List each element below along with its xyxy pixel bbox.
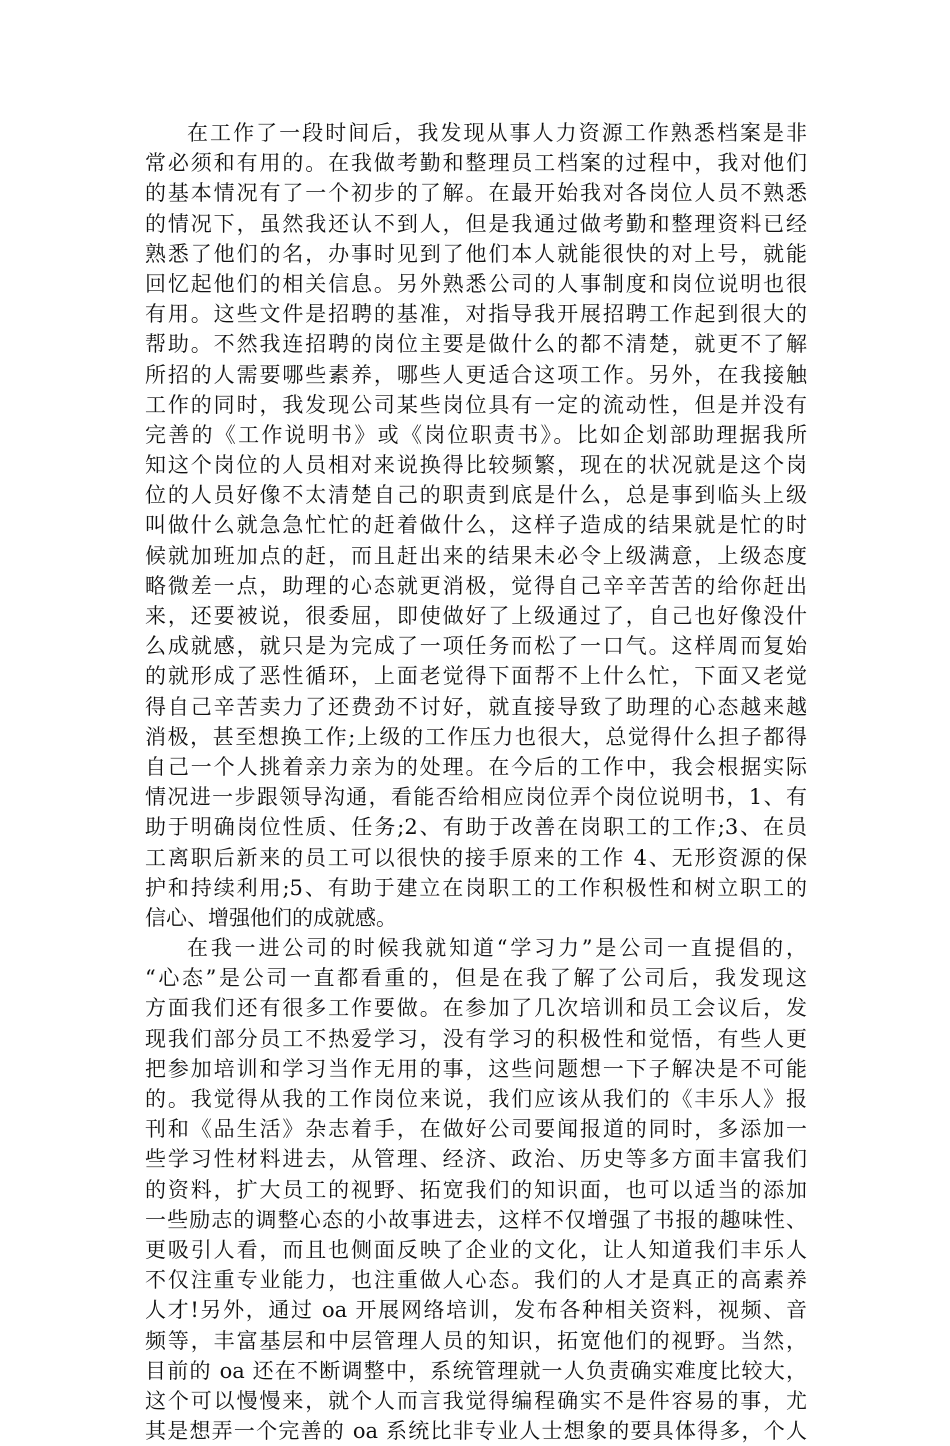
- text-line: 的资料，扩大员工的视野、拓宽我们的知识面，也可以适当的添加: [145, 1177, 807, 1202]
- text-line: 所招的人需要哪些素养，哪些人更适合这项工作。另外，在我接触: [145, 362, 807, 387]
- text-line: 的基本情况有了一个初步的了解。在最开始我对各岗位人员不熟悉: [145, 181, 807, 206]
- text-line: 这个可以慢慢来，就个人而言我觉得编程确实不是件容易的事，尤: [145, 1388, 807, 1413]
- text-line: 其是想弄一个完善的 oa 系统比非专业人士想象的要具体得多，个人: [145, 1419, 807, 1444]
- text-line: 略微差一点，助理的心态就更消极，觉得自己辛辛苦苦的给你赶出: [145, 573, 807, 598]
- text-line: 消极，甚至想换工作;上级的工作压力也很大，总觉得什么担子都得: [145, 724, 807, 749]
- text-line: 叫做什么就急急忙忙的赶着做什么，这样子造成的结果就是忙的时: [145, 513, 807, 538]
- text-line: 助于明确岗位性质、任务;2、有助于改善在岗职工的工作;3、在员: [145, 815, 807, 840]
- text-line: 工离职后新来的员工可以很快的接手原来的工作 4、无形资源的保: [145, 845, 807, 870]
- text-line: 现我们部分员工不热爱学习，没有学习的积极性和觉悟，有些人更: [145, 1026, 807, 1051]
- text-line: 在我一进公司的时候我就知道“学习力”是公司一直提倡的，: [187, 936, 807, 961]
- text-line: 候就加班加点的赶，而且赶出来的结果未必令上级满意，上级态度: [145, 543, 807, 568]
- text-line: 频等，丰富基层和中层管理人员的知识，拓宽他们的视野。当然，: [145, 1328, 807, 1353]
- paragraph-2: [145, 933, 807, 1446]
- text-line: 情况进一步跟领导沟通，看能否给相应岗位弄个岗位说明书，1、有: [145, 785, 807, 810]
- text-line: 信心、增强他们的成就感。: [145, 905, 397, 930]
- text-line: 来，还要被说，很委屈，即使做好了上级通过了，自己也好像没什: [145, 604, 807, 628]
- text-line: 的就形成了恶性循环，上面老觉得下面帮不上什么忙，下面又老觉: [145, 664, 807, 689]
- text-line: 帮助。不然我连招聘的岗位主要是做什么的都不清楚，就更不了解: [145, 332, 807, 357]
- text-line: 有用。这些文件是招聘的基准，对指导我开展招聘工作起到很大的: [145, 302, 807, 327]
- text-line: 目前的 oa 还在不断调整中，系统管理就一人负责确实难度比较大，: [145, 1358, 807, 1383]
- text-line: 知这个岗位的人员相对来说换得比较频繁，现在的状况就是这个岗: [145, 453, 807, 478]
- text-line: 常必须和有用的。在我做考勤和整理员工档案的过程中，我对他们: [145, 151, 807, 176]
- text-line: 把参加培训和学习当作无用的事，这些问题想一下子解决是不可能: [145, 1056, 807, 1081]
- text-line: 熟悉了他们的名，办事时见到了他们本人就能很快的对上号，就能: [145, 241, 807, 266]
- text-line: 完善的《工作说明书》或《岗位职责书》。比如企划部助理据我所: [145, 422, 807, 447]
- text-line: 不仅注重专业能力，也注重做人心态。我们的人才是真正的高素养: [145, 1268, 807, 1293]
- text-line: 更吸引人看，而且也侧面反映了企业的文化，让人知道我们丰乐人: [145, 1237, 807, 1262]
- text-line: 工作的同时，我发现公司某些岗位具有一定的流动性，但是并没有: [145, 392, 807, 417]
- text-line: 一些励志的调整心态的小故事进去，这样不仅增强了书报的趣味性、: [145, 1207, 807, 1232]
- text-line: 的情况下，虽然我还认不到人，但是我通过做考勤和整理资料已经: [145, 211, 807, 236]
- paragraph-1: [145, 118, 807, 933]
- text-line: 在工作了一段时间后，我发现从事人力资源工作熟悉档案是非: [187, 121, 807, 145]
- text-line: 刊和《品生活》杂志着手，在做好公司要闻报道的同时，多添加一: [145, 1117, 807, 1142]
- text-line: 回忆起他们的相关信息。另外熟悉公司的人事制度和岗位说明也很: [145, 271, 807, 296]
- text-line: 的。我觉得从我的工作岗位来说，我们应该从我们的《丰乐人》报: [145, 1087, 807, 1111]
- text-line: 自己一个人挑着亲力亲为的处理。在今后的工作中，我会根据实际: [145, 754, 807, 779]
- text-line: 方面我们还有很多工作要做。在参加了几次培训和员工会议后，发: [145, 996, 807, 1021]
- text-line: 位的人员好像不太清楚自己的职责到底是什么，总是事到临头上级: [145, 483, 807, 508]
- text-line: 些学习性材料进去，从管理、经济、政治、历史等多方面丰富我们: [145, 1147, 807, 1172]
- document-body: [145, 118, 807, 1446]
- text-line: 么成就感，就只是为完成了一项任务而松了一口气。这样周而复始: [145, 634, 807, 659]
- text-line: “心态”是公司一直都看重的，但是在我了解了公司后，我发现这: [145, 966, 807, 991]
- text-line: 人才!另外，通过 oa 开展网络培训，发布各种相关资料，视频、音: [145, 1298, 807, 1323]
- text-line: 护和持续利用;5、有助于建立在岗职工的工作积极性和树立职工的: [145, 875, 807, 900]
- text-line: 得自己辛苦卖力了还费劲不讨好，就直接导致了助理的心态越来越: [145, 694, 807, 719]
